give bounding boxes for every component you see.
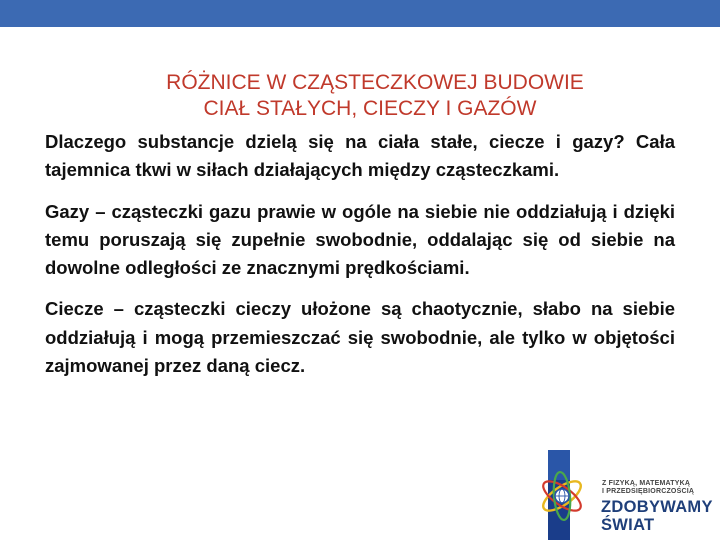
top-decorative-bar [0, 0, 720, 27]
logo-text-line-2: I PRZEDSIĘBIORCZOŚCIĄ [602, 488, 695, 495]
project-logo [540, 446, 720, 540]
slide-title [0, 70, 720, 122]
logo-text-line-1: Z FIZYKĄ, MATEMATYKĄ [602, 480, 691, 487]
slide-body [45, 128, 675, 393]
logo-text-line-3: ZDOBYWAMY [601, 498, 713, 516]
slide-title-line-2: CIAŁ STAŁYCH, CIECZY I GAZÓW [203, 97, 537, 121]
logo-text-line-4: ŚWIAT [601, 516, 655, 534]
slide-title-line-1: RÓŻNICE W CZĄSTECZKOWEJ BUDOWIE [166, 71, 584, 95]
paragraph-gases: Gazy – cząsteczki gazu prawie w ogóle na siebie nie oddziałują i dzięki temu poruszają się zupełnie swobodnie, oddalając się od siebie na dowolne odległości ze znacznymi prędkościami. [45, 200, 675, 279]
paragraph-intro: Dlaczego substancje dzielą się na ciała stałe, ciecze i gazy? Cała tajemnica tkwi w siłach działających między cząsteczkami. [45, 131, 675, 181]
paragraph-liquids: Ciecze – cząsteczki cieczy ułożone są chaotycznie, słabo na siebie oddziałują i mogą przemieszczać się swobodnie, ale tylko w objętości zajmowanej przez daną ciecz. [45, 298, 675, 377]
